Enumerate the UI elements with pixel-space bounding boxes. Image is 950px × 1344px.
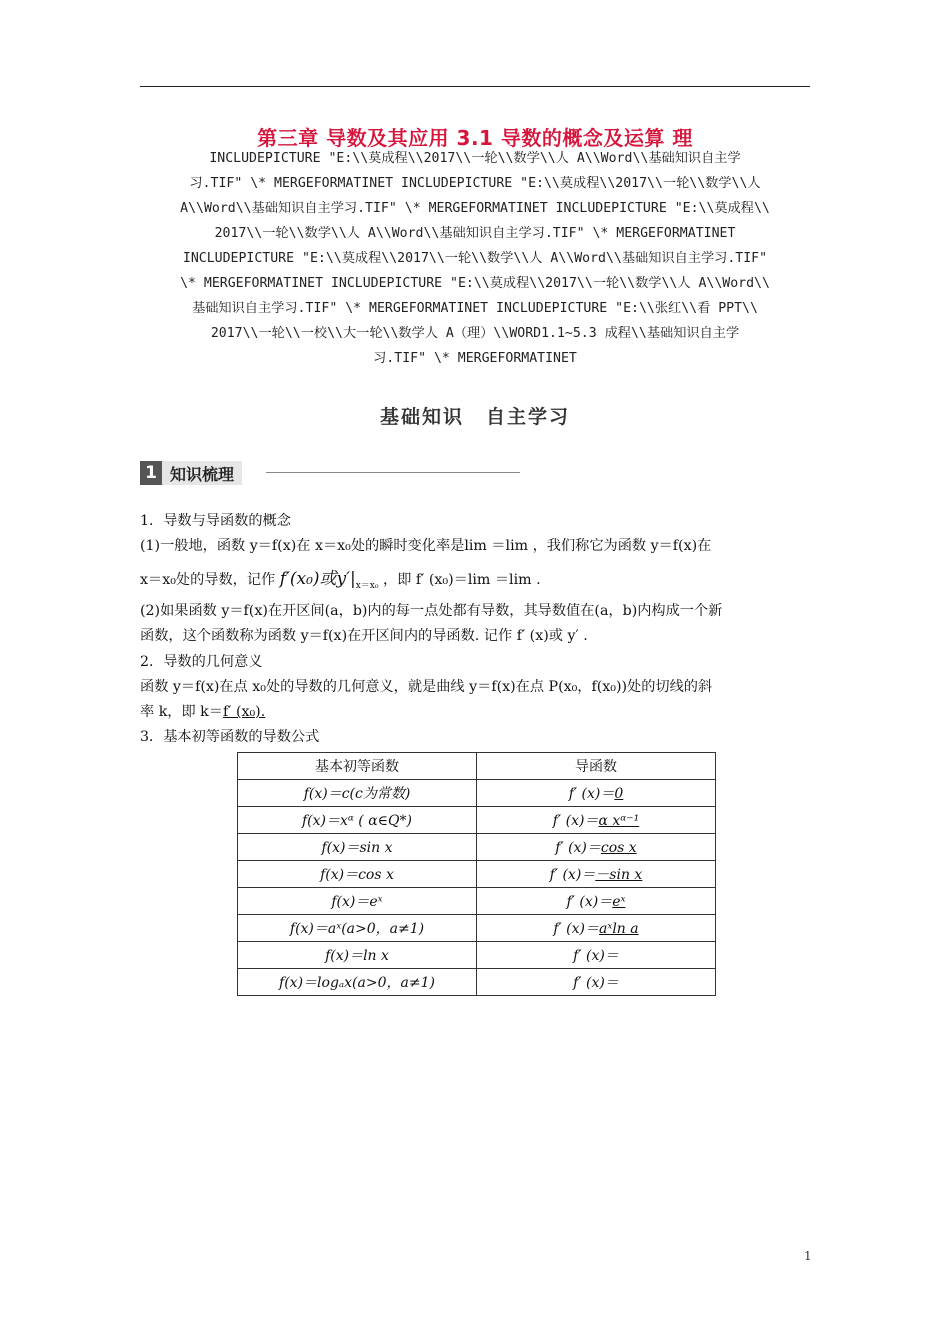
table-row xyxy=(238,834,716,861)
paragraph-geometric-b xyxy=(140,701,265,721)
field-code-line: A\\Word\\基础知识自主学习.TIF" \* MERGEFORMATINET INCLUDEPICTURE "E:\\莫成程\\ xyxy=(180,201,770,216)
table-row xyxy=(238,915,716,942)
notation-subscript: x＝x₀ xyxy=(355,580,379,591)
field-code-line: 习.TIF" \* MERGEFORMATINET INCLUDEPICTURE "E:\\莫成程\\2017\\一轮\\数学\\人 xyxy=(189,176,761,191)
answer-blank: f′ (x₀). xyxy=(222,704,266,720)
table-row xyxy=(238,888,716,915)
knowledge-bar-rule xyxy=(266,472,520,473)
text-segment: ，即 f′ (x₀)＝lim ＝lim . xyxy=(383,572,541,588)
derivative-prefix: f′ (x)＝ xyxy=(555,840,601,856)
knowledge-bar-label: 知识梳理 xyxy=(162,461,242,485)
table-row xyxy=(238,942,716,969)
paragraph-concept-1a: (1)一般地，函数 y＝f(x)在 x＝x₀处的瞬时变化率是lim ＝lim ，我们称它为函数 y＝f(x)在 xyxy=(140,538,712,554)
table-header-cell: 导函数 xyxy=(477,753,716,780)
heading-concept: 1．导数与导函数的概念 xyxy=(140,513,291,529)
table-row xyxy=(238,780,716,807)
section-heading xyxy=(0,402,950,429)
section-heading-right: 自主学习 xyxy=(486,406,571,428)
derivative-answer: －sin x xyxy=(595,867,643,883)
derivative-prefix: f′ (x)＝ xyxy=(553,921,600,937)
field-code-line: 基础知识自主学习.TIF" \* MERGEFORMATINET INCLUDEPICTURE "E:\\张红\\看 PPT\\ xyxy=(192,301,758,316)
derivative-prefix: f′ (x)＝ xyxy=(566,894,613,910)
field-code-line: \* MERGEFORMATINET INCLUDEPICTURE "E:\\莫成程\\2017\\一轮\\数学\\人 A\\Word\\ xyxy=(180,276,770,291)
field-code-line: 习.TIF" \* MERGEFORMATINET xyxy=(373,351,577,366)
field-code-line: 2017\\一轮\\数学\\人 A\\Word\\基础知识自主学习.TIF" \* MERGEFORMATINET xyxy=(214,226,736,241)
text-segment: x＝x₀处的导数，记作 xyxy=(140,572,276,588)
derivative-answer: aˣln a xyxy=(599,921,639,937)
section-heading-left: 基础知识 xyxy=(379,406,464,428)
paragraph-concept-2b: 函数，这个函数称为函数 y＝f(x)在开区间内的导函数. 记作 f′ (x)或 y′ . xyxy=(140,628,588,644)
derivative-prefix: f′ (x)＝ xyxy=(552,813,599,829)
table-header-cell: 基本初等函数 xyxy=(238,753,477,780)
field-code-line: 2017\\一轮\\一校\\大一轮\\数学人 A（理）\\WORD1.1~5.3 成程\\基础知识自主学 xyxy=(210,326,740,341)
header-rule xyxy=(140,86,810,87)
derivative-cell xyxy=(477,915,716,942)
derivative-prefix: f′ (x)＝ xyxy=(549,867,596,883)
derivative-table xyxy=(237,752,716,996)
derivative-prefix: f′ (x)＝ xyxy=(573,948,619,964)
function-cell: f(x)＝eˣ xyxy=(238,888,477,915)
derivative-prefix: f′ (x)＝ xyxy=(573,975,619,991)
heading-geometric-meaning: 2．导数的几何意义 xyxy=(140,654,263,670)
field-code-line: INCLUDEPICTURE "E:\\莫成程\\2017\\一轮\\数学\\人 A\\Word\\基础知识自主学习.TIF" xyxy=(182,251,768,266)
derivative-cell xyxy=(477,780,716,807)
paragraph-concept-1b xyxy=(140,564,541,591)
derivative-cell xyxy=(477,969,716,996)
derivative-answer: cos x xyxy=(600,840,637,856)
derivative-answer: α xᵅ⁻¹ xyxy=(598,813,640,829)
table-row xyxy=(238,807,716,834)
function-cell: f(x)＝aˣ(a>0，a≠1) xyxy=(238,915,477,942)
function-cell: f(x)＝logₐx(a>0，a≠1) xyxy=(238,969,477,996)
derivative-cell xyxy=(477,861,716,888)
page-number: 1 xyxy=(804,1249,812,1263)
paragraph-geometric-a: 函数 y＝f(x)在点 x₀处的导数的几何意义，就是曲线 y＝f(x)在点 P(x₀，f(x₀))处的切线的斜 xyxy=(140,679,713,695)
derivative-answer: 0 xyxy=(614,786,624,802)
table-row xyxy=(238,861,716,888)
derivative-notation: f′(x₀)或y′| xyxy=(279,569,356,589)
function-cell: f(x)＝c(c为常数) xyxy=(238,780,477,807)
derivative-cell xyxy=(477,834,716,861)
table-header-row xyxy=(238,753,716,780)
function-cell: f(x)＝ln x xyxy=(238,942,477,969)
chapter-title: 第三章 导数及其应用 3.1 导数的概念及运算 理 xyxy=(257,126,693,150)
field-code-block xyxy=(140,146,810,371)
derivative-cell xyxy=(477,942,716,969)
knowledge-bar xyxy=(140,461,242,485)
derivative-answer: eˣ xyxy=(612,894,626,910)
function-cell: f(x)＝xᵅ ( α∈Q*) xyxy=(238,807,477,834)
function-cell: f(x)＝sin x xyxy=(238,834,477,861)
derivative-cell xyxy=(477,807,716,834)
heading-formulas: 3．基本初等函数的导数公式 xyxy=(140,729,320,745)
paragraph-concept-2a: (2)如果函数 y＝f(x)在开区间(a，b)内的每一点处都有导数，其导数值在(a，b)内构成一个新 xyxy=(140,603,723,619)
table-row xyxy=(238,969,716,996)
function-cell: f(x)＝cos x xyxy=(238,861,477,888)
text-segment: 率 k，即 k＝ xyxy=(140,704,223,720)
derivative-cell xyxy=(477,888,716,915)
section-number-badge: 1 xyxy=(140,461,162,485)
field-code-line: INCLUDEPICTURE "E:\\莫成程\\2017\\一轮\\数学\\人 A\\Word\\基础知识自主学 xyxy=(209,151,741,166)
derivative-prefix: f′ (x)＝ xyxy=(568,786,615,802)
